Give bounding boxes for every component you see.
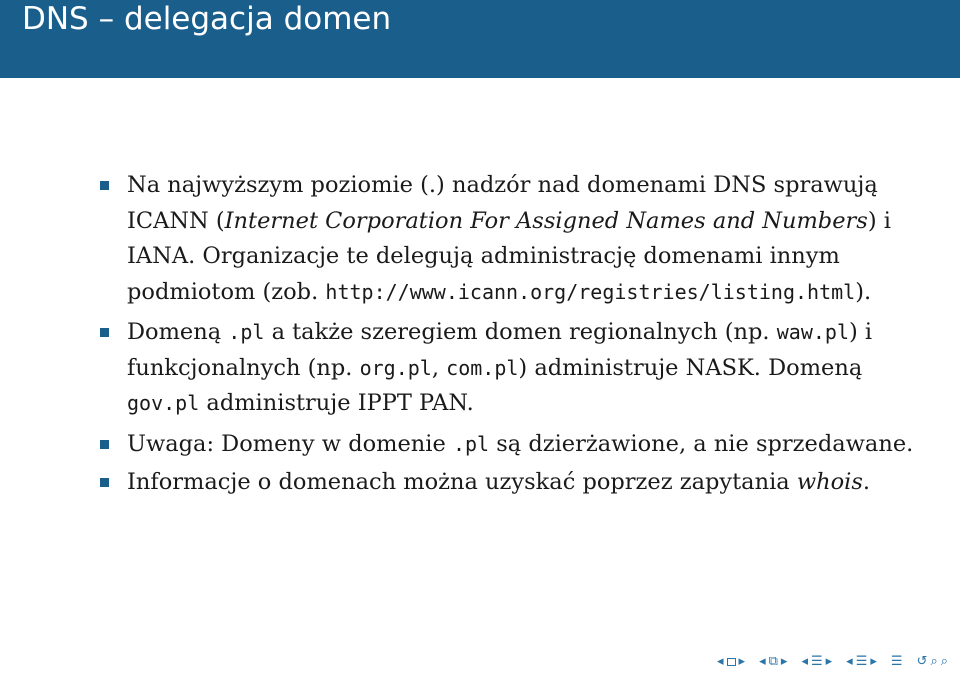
nav-first-icon[interactable]: ◂ ▸: [717, 654, 746, 669]
item-text: Uwaga: Domeny w domenie .pl są dzierżawione, a nie sprzedawane.: [127, 430, 914, 457]
title-bar: [0, 0, 960, 78]
bullet-square-icon: [100, 181, 109, 190]
beamer-navigation: [703, 652, 948, 672]
nav-align-icon[interactable]: ☰: [890, 654, 903, 669]
list-item: [98, 168, 928, 310]
list-item: [98, 315, 928, 422]
item-text: Informacje o domenach można uzyskać poprzez zapytania whois.: [127, 469, 871, 495]
icann-link[interactable]: http://www.icann.org/registries/listing.html: [325, 279, 856, 304]
slide-title: DNS – delegacja domen: [22, 1, 392, 37]
bullet-square-icon: [100, 478, 109, 487]
item-text: Na najwyższym poziomie (.) nadzór nad domenami DNS sprawują ICANN (Internet Corporation For Assigned Names and Numbers) i IANA. Organizacje te delegują administrację domenami innym podmiotom (zob. http://www.icann.org/registries/listing.html).: [127, 172, 891, 305]
nav-search-icon[interactable]: ↺ ⌕ ⌕: [916, 654, 948, 669]
list-item: [98, 465, 928, 501]
bullet-square-icon: [100, 328, 109, 337]
item-text: Domeną .pl a także szeregiem domen regionalnych (np. waw.pl) i funkcjonalnych (np. org.pl, com.pl) administruje NASK. Domeną gov.pl administruje IPPT PAN.: [127, 319, 873, 416]
nav-frame-icon[interactable]: ◂ ⧉ ▸: [759, 654, 788, 669]
nav-section-icon[interactable]: ◂ ☰ ▸: [801, 654, 833, 669]
bullet-list: [98, 168, 928, 506]
bullet-square-icon: [100, 440, 109, 449]
nav-subsection-icon[interactable]: ◂ ☰ ▸: [846, 654, 877, 669]
list-item: [98, 427, 928, 463]
